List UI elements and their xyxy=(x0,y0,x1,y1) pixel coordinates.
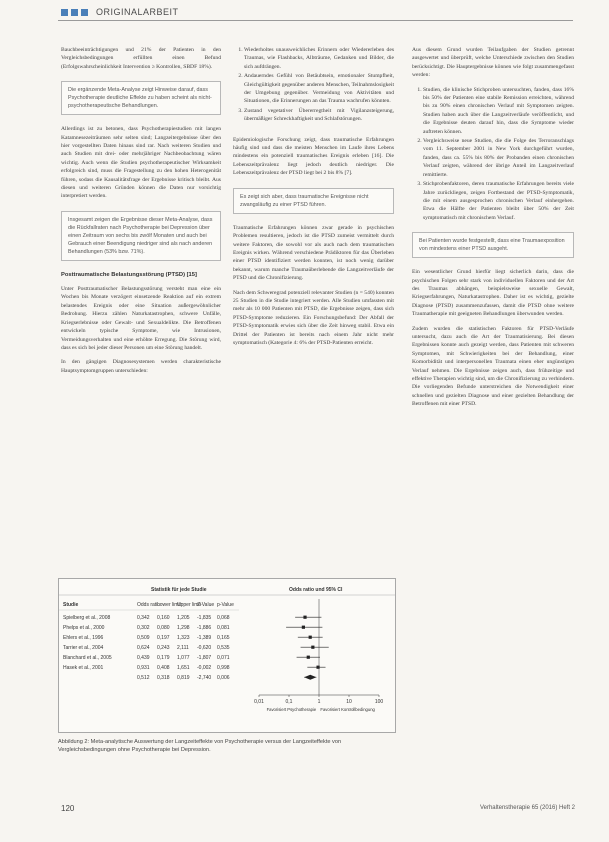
effect-marker xyxy=(302,626,305,629)
study-label: Spielberg et al., 2008 xyxy=(63,615,111,621)
x-tick-label: 0,1 xyxy=(285,699,293,705)
x-tick-label: 100 xyxy=(374,699,384,705)
p-value-cell: 0,535 xyxy=(217,645,230,651)
p-value-cell: 0,068 xyxy=(217,615,230,621)
column-left xyxy=(61,46,221,375)
favors-right-label: Favorisiert Kontrollbedingung xyxy=(320,707,375,712)
group-header-left: Statistik für jede Studie xyxy=(151,587,207,593)
effect-marker xyxy=(303,616,306,619)
highlight-box xyxy=(233,188,394,214)
odds-ratio-cell: 0,931 xyxy=(137,665,150,671)
column-header: Lower limit xyxy=(157,602,181,608)
p-value-cell: 0,006 xyxy=(217,675,230,681)
highlight-text: Die ergänzende Meta-Analyse zeigt Hinweise darauf, dass Psychotherapie deutliche Effekte zu haben scheint als nicht-psychotherapeutische Behandlungen. xyxy=(68,87,212,110)
p-value-cell: 0,165 xyxy=(217,635,230,641)
lower-limit-cell: 0,179 xyxy=(157,655,170,661)
upper-limit-cell: 1,298 xyxy=(177,625,190,631)
column-right xyxy=(412,46,574,409)
highlight-text: Es zeigt sich aber, dass traumatische Ereignisse nicht zwangsläufig zu einer PTSD führen. xyxy=(240,193,369,208)
z-value-cell: -1,807 xyxy=(197,655,212,661)
header-square-icon xyxy=(71,9,78,16)
p-value-cell: 0,081 xyxy=(217,625,230,631)
paragraph: Nach dem Schweregrad potenziell relevanter Studien (n = 540) konnten 25 Studien in die Studie integriert werden. Alle Studien umfassten mit mehr als 10 000 Patienten mit PTSD, die Ergebnisse zeigen, dass sich PTSD-Symptome reduzieren. Ein Forschungsbefund: Der Abfall der PTSD-Symptomatik erwies sich über die Zeit hinweg stabil. Etwa ein Drittel der Patienten ist bereits nach einem Jahr nicht mehr symptomatisch (Kategorie 4: 6% der PTSD-Patienten erreicht. xyxy=(233,289,394,346)
odds-ratio-cell: 0,302 xyxy=(137,625,150,631)
paragraph: Traumatische Erfahrungen können zwar gerade in psychischen Problemen resultieren, jedoch ist die PTSD zumeist vermittelt durch weitere Faktoren, die sowohl vor als auch nach dem traumatischen Ereignis wirken. Während verschiedene Prädiktoren für das Überleben einer PTSD identifiziert werden konnten, ist noch wenig darüber bekannt, warum manche Traumaüberlebende die Langzeitverläufe der PTSD und die Chronifizierung. xyxy=(233,224,394,282)
forest-plot-svg xyxy=(59,579,395,732)
lower-limit-cell: 0,160 xyxy=(157,615,170,621)
findings-list xyxy=(412,86,574,223)
z-value-cell: -1,835 xyxy=(197,615,212,621)
z-value-cell: -2,740 xyxy=(197,675,212,681)
column-header: Studie xyxy=(63,602,79,608)
list-item: 2. Andauerndes Gefühl von Betäubtsein, emotionaler Stumpfheit, Gleichgültigkeit gegenüber anderen Menschen, Teilnahmslosigkeit der Umgebung gegenüber. Vermeidung von Aktivitäten und Situationen, die Erinnerungen an das Trauma wachrufen könnten. xyxy=(244,72,394,106)
upper-limit-cell: 1,651 xyxy=(177,665,190,671)
study-label: Tarrier et al., 2004 xyxy=(63,645,104,651)
highlight-text: Bei Patienten wurde festgestellt, dass eine Traumaexposition von mindestens einer PTSD ausgeht. xyxy=(419,238,565,253)
study-label: Blanchard et al., 2005 xyxy=(63,655,112,661)
column-middle xyxy=(233,46,394,347)
z-value-cell: -1,886 xyxy=(197,625,212,631)
section-heading: Posttraumatische Belastungsstörung (PTSD) [15] xyxy=(61,271,197,278)
highlight-text: Insgesamt zeigen die Ergebnisse dieser Meta-Analyse, dass die Rückfallraten nach Psychotherapie bei Depression über einen Zeitraum von sechs bis zwölf Monaten und auch bei Gebrauch einer Beendigung niedriger sind als nach anderen Behandlungen (53% bzw. 71%). xyxy=(68,216,213,255)
paragraph: Zudem wurden die statistischen Faktoren für PTSD-Verläufe untersucht, dazu auch die Art der Traumatisierung. Bei diesen Ergebnissen konnte auch gezeigt werden, dass Patienten mit schweren Symptomen, mit Schwierigkeiten bei der Behandlung, einer Komorbidität und interpersonellen Traumata einen eher ungünstigen Verlauf nehmen. Die Ergebnisse zeigen auch, dass frühzeitige und effektive Therapien wichtig sind, um die Chronifizierung zu verhindern. Die vorliegenden Befunde unterstreichen die Notwendigkeit einer schnellen und gezielten Diagnose und einer gezielten Behandlung der Betroffenen mit einer PTSD. xyxy=(412,325,574,408)
forest-plot xyxy=(58,578,396,733)
p-value-cell: 0,071 xyxy=(217,655,230,661)
odds-ratio-cell: 0,342 xyxy=(137,615,150,621)
paragraph: In den gängigen Diagnosesystemen werden charakteristische Hauptsymptomgruppen unterschieden: xyxy=(61,359,221,374)
summary-diamond xyxy=(304,675,316,680)
upper-limit-cell: 1,323 xyxy=(177,635,190,641)
highlight-box xyxy=(412,232,574,258)
header-square-icon xyxy=(61,9,68,16)
column-header: p-Value xyxy=(217,602,234,608)
section-label: ORIGINALARBEIT xyxy=(96,7,179,17)
x-tick-label: 0,01 xyxy=(254,699,264,705)
list-item: 3. Stichprobenfaktoren, deren traumatische Erfahrungen bereits viele Jahre zurückliegen, zeigen Fortbestand der PTSD-Symptomatik, die mit einem ausgesprochen chronischen Verlauf einhergehen. Etwa die Hälfte der Patienten bleibt über 50% der Zeit symptomatisch mit chronischem Verlauf. xyxy=(423,180,574,222)
figure-caption: Abbildung 2: Meta-analytische Auswertung der Langzeiteffekte von Psychotherapie versus der Langzeiteffekte von Vergleichsbedingungen ohne Psychotherapie bei Depression. xyxy=(58,739,342,754)
column-header: Upper limit xyxy=(177,602,201,608)
paragraph: Bauchbeeinträchtigungen und 21% der Patienten in den Vergleichsbedingungen erfüllten einen Befund (Erfolgswahrscheinlichkeit Intervention ≥ Kontrollen, SBDF 18%). xyxy=(61,47,221,70)
list-item: 1. Wiederholtes unausweichliches Erinnern oder Wiedererleben des Traumas, wie Flashbacks, Albträume, Gedanken und Bilder, die sich aufdrängen. xyxy=(244,46,394,71)
upper-limit-cell: 0,819 xyxy=(177,675,190,681)
x-tick-label: 10 xyxy=(346,699,352,705)
odds-ratio-cell: 0,509 xyxy=(137,635,150,641)
column-header: Odds ratio xyxy=(137,602,161,608)
study-label: Phelps et al., 2000 xyxy=(63,625,105,631)
paragraph: Ein wesentlicher Grund hierfür liegt sicherlich darin, dass die psychischen Folgen sehr stark von individuellen Faktoren und der Art des Traumas abhängen, beispielsweise sexuelle Gewalt, Kriegserfahrungen, Naturkatastrophen. Daher ist es wichtig, gezielte Diagnose (PTSD) zusammenzufassen, damit die PTSD ohne weitere Traumatherapie mit geeigneten Behandlungen überwunden werden. xyxy=(412,269,574,318)
upper-limit-cell: 2,111 xyxy=(177,645,189,651)
p-value-cell: 0,998 xyxy=(217,665,230,671)
header-rule xyxy=(58,20,573,21)
page-number: 120 xyxy=(61,804,75,813)
lower-limit-cell: 0,197 xyxy=(157,635,170,641)
list-item: 1. Studien, die klinische Stichproben untersuchten, fanden, dass 16% bis 50% der Patienten eine stabile Remission erreichten, während bis zu 90% einen chronischen Verlauf mit Symptomen zeigten. Studien haben auch über die Langzeitverläufe veröffentlicht, und die Ergebnisse deuten darauf hin, dass die Symptome wieder auftreten können. xyxy=(423,86,574,136)
lower-limit-cell: 0,080 xyxy=(157,625,170,631)
lower-limit-cell: 0,408 xyxy=(157,665,170,671)
upper-limit-cell: 1,077 xyxy=(177,655,190,661)
z-value-cell: -1,389 xyxy=(197,635,212,641)
symptom-list xyxy=(233,46,394,124)
paragraph: Epidemiologische Forschung zeigt, dass traumatische Erfahrungen häufig sind und dass die meisten Menschen im Laufe ihres Lebens mindestens ein potenziell traumatisches Ereignis erleben [16]. Die Lebenszeitprävalenz liegt jedoch deutlich niedriger. Die Lebenszeitprävalenz der PTSD liegt bei 2 bis 8% [7]. xyxy=(233,136,394,177)
effect-marker xyxy=(307,656,310,659)
group-header-right: Odds ratio und 95% CI xyxy=(289,587,343,593)
list-item: 3. Zustand vegetativer Übererregtheit mit Vigilanzsteigerung, übermäßiger Schreckhaftigkeit und Schlafstörungen. xyxy=(244,107,394,124)
upper-limit-cell: 1,205 xyxy=(177,615,190,621)
paragraph: Aus diesem Grund wurden Teilaufgaben der Studien getrennt ausgewertet und überprüft, welche Unterschiede zwischen den Studien berücksichtigt. Die Hauptergebnisse können wie folgt zusammengefasst werden: xyxy=(412,47,574,79)
study-label: Hasek et al., 2001 xyxy=(63,665,104,671)
journal-citation: Verhaltenstherapie 65 (2016) Heft 2 xyxy=(479,805,575,811)
favors-left-label: Favorisiert Psychotherapie xyxy=(266,707,317,712)
effect-marker xyxy=(309,636,312,639)
odds-ratio-cell: 0,512 xyxy=(137,675,150,681)
odds-ratio-cell: 0,624 xyxy=(137,645,150,651)
z-value-cell: -0,002 xyxy=(197,665,212,671)
lower-limit-cell: 0,243 xyxy=(157,645,170,651)
odds-ratio-cell: 0,439 xyxy=(137,655,150,661)
paragraph: Unter Posttraumatischer Belastungsstörung versteht man eine ein Wochen bis Monate verzögert einsetzende Reaktion auf ein extrem belastendes Ereignis oder eine Situation außergewöhnlicher Bedrohung. Hierzu zählen Naturkatastrophen, schwere Unfälle, Kriegserlebnisse oder Gewalt- und Sexualdelikte. Die Betroffenen entwickeln typische Symptome, wie Intrusionen, Vermeidungsverhalten und eine erhöhte Erregung. Die Störung wird, dass es sich bei jeder dieser Personen um eine Störung handelt. xyxy=(61,286,221,351)
x-tick-label: 1 xyxy=(317,699,321,705)
column-header: Z-Value xyxy=(197,602,215,608)
study-label: Ehlers et al., 1996 xyxy=(63,635,104,641)
header-square-icon xyxy=(81,9,88,16)
list-item: 2. Vergleichsweise neue Studien, die die Folge des Terroranschlags vom 11. September 2001 in New York durchgeführt wurden, fanden, dass ca. 55% bis 80% der Probanden einen chronischen Verlauf zeigten, während der übrige Anteil im Langzeitverlauf remittierte. xyxy=(423,137,574,179)
effect-marker xyxy=(311,646,314,649)
highlight-box xyxy=(61,211,221,261)
section-header xyxy=(61,7,179,17)
paragraph: Allerdings ist zu betonen, dass Psychotherapiestudien mit langen Katamnesezeiträumen sehr selten sind; Langzeitergebnisse über den hier vorgestellten Daten hinaus sind rar. Nach weiteren Studien und auch Studien mit drei- oder mehrjähriger Nachbeobachtung wären wichtig. Auch wenn die Studien psychotherapeutischer Wirksamkeit erfolgreich sind, muss die Fragestellung zu den hohen Heterogenität führen, sodass die Kausalitätsfrage der Ergebnisse kritisch bleibt. Aus diesen und weiteren Gründen können die Daten nur vorsichtig interpretiert werden. xyxy=(61,126,221,200)
lower-limit-cell: 0,318 xyxy=(157,675,170,681)
z-value-cell: -0,620 xyxy=(197,645,212,651)
highlight-box xyxy=(61,81,221,115)
